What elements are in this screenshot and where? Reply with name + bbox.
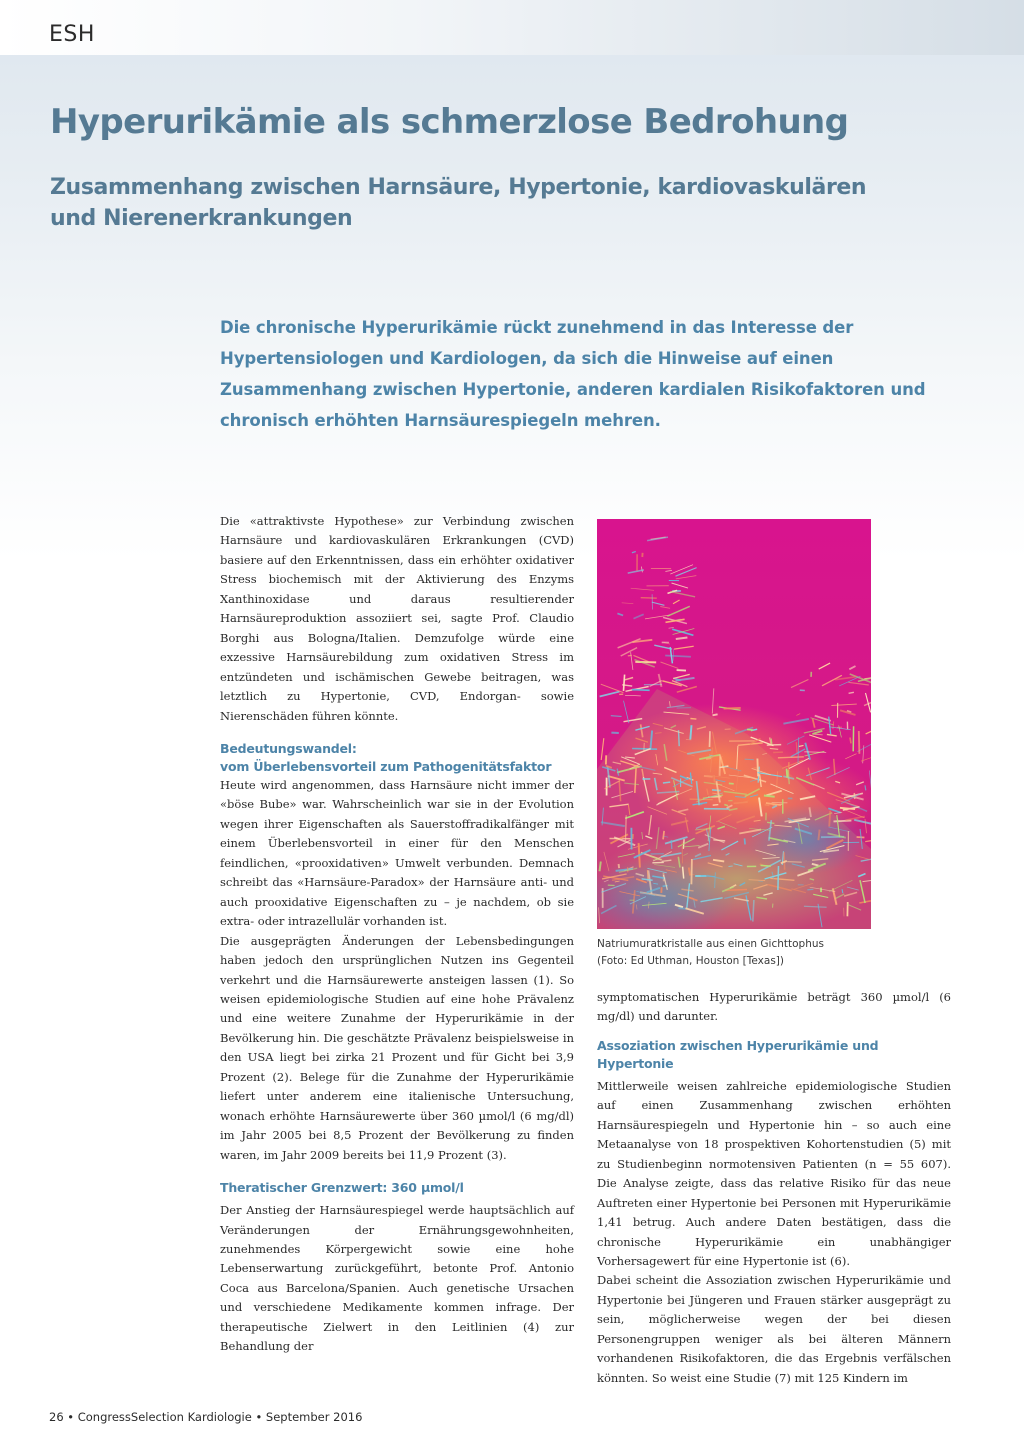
caption-line: Natriumuratkristalle aus einen Gichttophus [597,938,824,950]
header-background [0,0,1024,560]
section-tag: ESH [49,22,95,47]
article-subtitle: Zusammenhang zwischen Harnsäure, Hypertonie, kardiovaskulären und Nierenerkrankungen [50,175,867,231]
text-column-right [597,988,951,1388]
article-title: Hyperurikämie als schmerzlose Bedrohung [50,102,849,142]
caption-line: (Foto: Ed Uthman, Houston [Texas]) [597,955,784,967]
crystal-photo [597,519,871,929]
page-footer: 26 • CongressSelection Kardiologie • September 2016 [49,1410,363,1424]
section-heading [220,740,574,776]
figure-caption [597,936,877,970]
paragraph: Der Anstieg der Harnsäurespiegel werde hauptsächlich auf Veränderungen der Ernährungsgewohnheiten, zunehmendes Körpergewicht sowie eine hohe Lebenserwartung zurückgeführt, betonte Prof. Antonio Coca aus Barcelona/Spanien. Auch genetische Ursachen und verschiedene Medikamente kommen infrage. Der therapeutische Zielwert in den Leitlinien (4) zur Behandlung der [220,1203,574,1354]
section-heading: Assoziation zwischen Hyperurikämie und Hypertonie [597,1037,879,1071]
text-column-left [220,512,574,1357]
paragraph: symptomatischen Hyperurikämie beträgt 360 µmol/l (6 mg/dl) und darunter. [597,990,951,1024]
section-header-bar [0,0,1024,55]
paragraph: Die ausgeprägten Änderungen der Lebensbedingungen haben jedoch den ursprünglichen Nutzen ins Gegenteil verkehrt und die Harnsäurewerte ansteigen lassen (1). So weisen epidemiologische Studien auf eine hohe Prävalenz und eine weitere Zunahme der Hyperurikämie in der Bevölkerung hin. Die geschätzte Prävalenz beispielsweise in den USA liegt bei zirka 21 Prozent und für Gicht bei 3,9 Prozent (2). Belege für die Zunahme der Hyperurikämie liefert unter anderem eine italienische Untersuchung, wonach erhöhte Harnsäurewerte über 360 µmol/l (6 mg/dl) im Jahr 2005 bei 8,5 Prozent der Bevölkerung zu finden waren, im Jahr 2009 bereits bei 11,9 Prozent (3). [220,933,574,1162]
paragraph: Die «attraktivste Hypothese» zur Verbindung zwischen Harnsäure und kardiovaskulären Erkrankungen (CVD) basiere auf den Erkenntnissen, dass ein erhöhter oxidativer Stress biochemisch mit der Aktivierung des Enzyms Xanthinoxidase und daraus resultierender Harnsäureproduktion assoziiert sei, sagte Prof. Claudio Borghi aus Bologna/Italien. Demzufolge würde eine exzessive Harnsäurebildung zum oxidativen Stress im entzündeten und ischämischen Gewebe beitragen, was letztlich zu Hypertonie, CVD, Endorgan- sowie Nierenschäden führen könnte. [220,514,574,723]
paragraph: Heute wird angenommen, dass Harnsäure nicht immer der «böse Bube» war. Wahrscheinlich war sie in der Evolution wegen ihrer Eigenschaften als Sauerstoffradikalfänger mit einem Überlebensvorteil in einer für den Menschen feindlichen, «prooxidativen» Umwelt verbunden. Demnach schreibt das «Harnsäure-Paradox» der Harnsäure anti- und auch prooxidative Eigenschaften zu – je nachdem, ob sie extra- oder intrazellulär vorhanden ist. [220,777,574,929]
section-heading-line: vom Überlebensvorteil zum Pathogenitätsfaktor [220,758,552,774]
section-heading: Theratischer Grenzwert: 360 µmol/l [220,1180,464,1196]
paragraph: Dabei scheint die Assoziation zwischen Hyperurikämie und Hypertonie bei Jüngeren und Frauen stärker ausgeprägt zu sein, möglicherweise wegen der bei diesen Personengruppen weniger als bei älteren Männern vorhandenen Risikofaktoren, die das Ergebnis verfälschen könnten. So weist eine Studie (7) mit 125 Kindern im [597,1273,951,1385]
section-heading-line: Bedeutungswandel: [220,740,357,756]
paragraph: Mittlerweile weisen zahlreiche epidemiologische Studien auf einen Zusammenhang zwischen erhöhten Harnsäurespiegeln und Hypertonie hin – so auch eine Metaanalyse von 18 prospektiven Kohortenstudien (5) mit zu Studienbeginn normotensiven Patienten (n = 55 607). Die Analyse zeigte, dass das relative Risiko für das neue Auftreten einer Hypertonie bei Personen mit Hyperurikämie 1,41 betrug. Auch andere Daten bestätigen, dass die chronische Hyperurikämie ein unabhängiger Vorhersagewert für eine Hypertonie ist (6). [597,1078,951,1268]
article-lead: Die chronische Hyperurikämie rückt zunehmend in das Interesse der Hypertensiologen und Kardiologen, da sich die Hinweise auf einen Zusammenhang zwischen Hypertonie, anderen kardialen Risikofaktoren und chronisch erhöhten Harnsäurespiegeln mehren. [220,318,926,430]
